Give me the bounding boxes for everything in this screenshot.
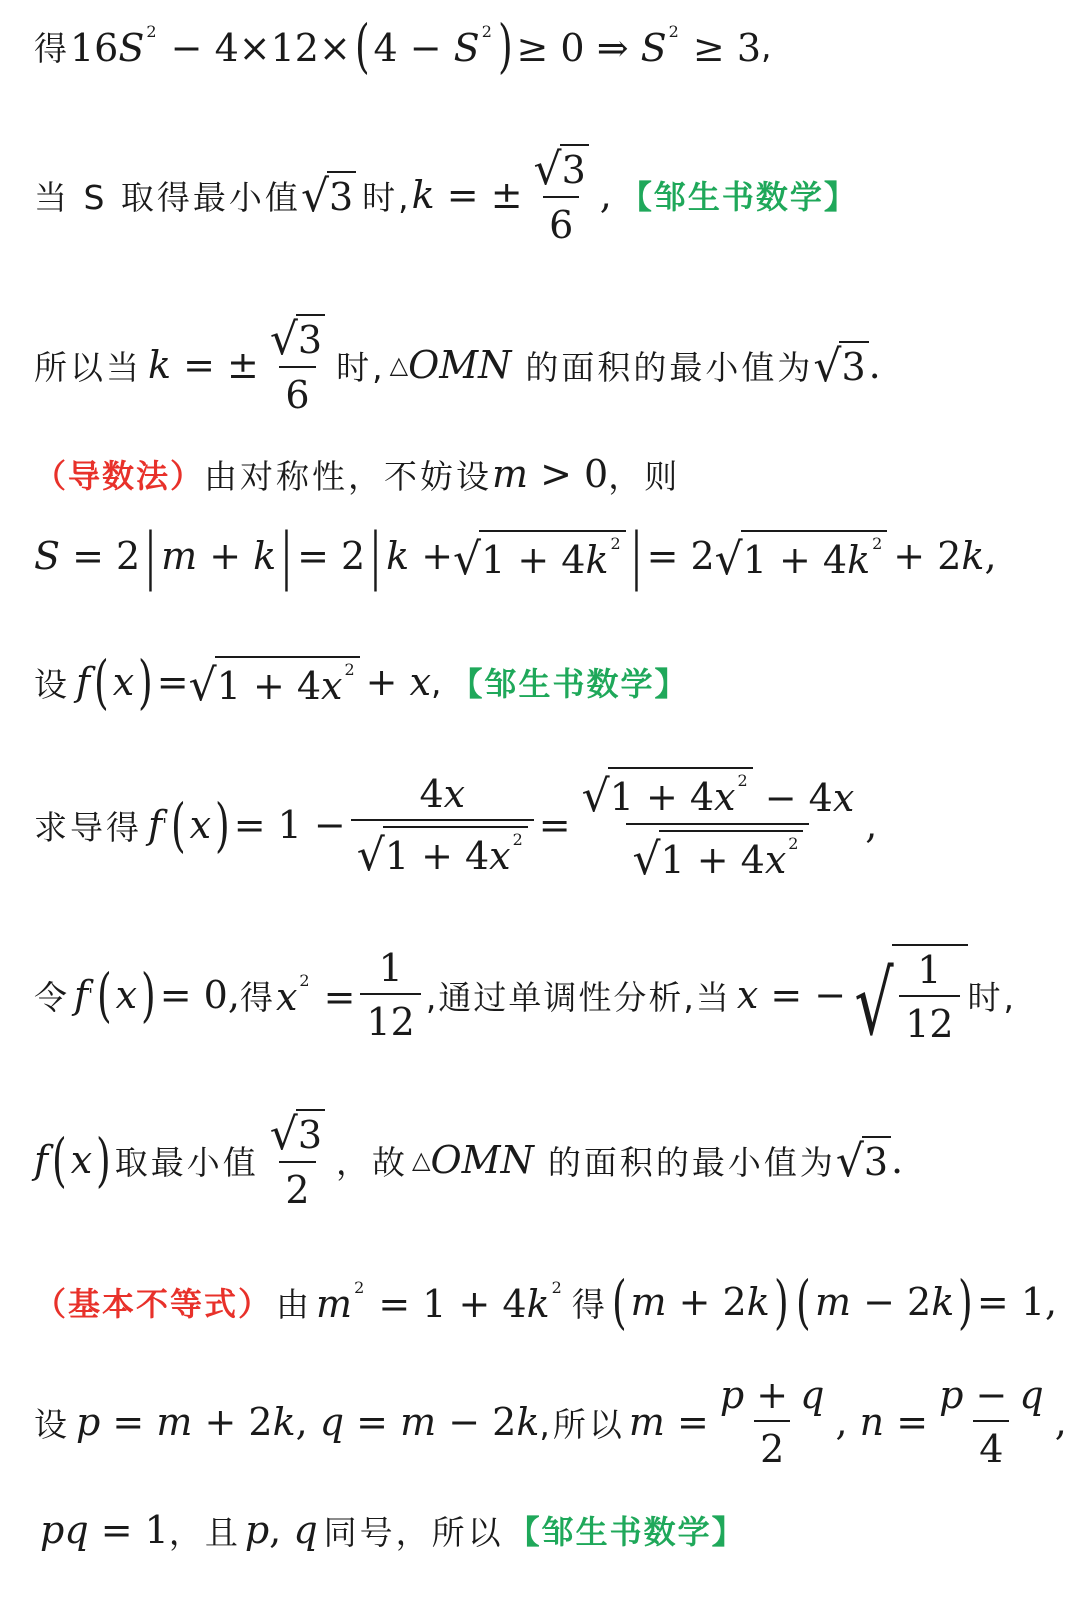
math: ): [141, 961, 156, 1029]
math: S = 2: [34, 534, 141, 578]
text: 时,: [336, 347, 386, 387]
math: m =: [628, 1400, 709, 1444]
math: (: [94, 648, 109, 716]
text: 的面积的最小值为: [525, 347, 814, 387]
equation-line-10: [34, 1270, 1057, 1334]
math: = 2: [646, 534, 715, 578]
math: $\frac{p + q}{2}$: [719, 1373, 825, 1471]
math: = 1 −: [233, 803, 346, 847]
math: f: [148, 803, 163, 847]
text: 令: [34, 977, 70, 1017]
math: √ 3 2: [264, 1109, 331, 1212]
math: (: [796, 1268, 812, 1336]
math: .: [891, 1138, 904, 1182]
math: ': [88, 984, 94, 1006]
method-heading: （基本不等式）: [34, 1285, 273, 1323]
equation-line-8: [34, 940, 1018, 1056]
math: =: [538, 803, 571, 847]
math: (: [52, 1126, 67, 1194]
math: △: [389, 351, 409, 379]
math: △: [412, 1146, 431, 1174]
math: m > 0: [492, 452, 609, 496]
text: 所以当: [34, 347, 142, 387]
math: |: [630, 519, 642, 592]
math: $\frac{1}{12}$: [360, 946, 420, 1044]
math: p, q: [244, 1508, 318, 1552]
math: √ 3: [836, 1136, 891, 1184]
math: ): [958, 1268, 973, 1336]
text: ，则: [608, 456, 681, 496]
math: =: [156, 660, 189, 704]
text: ,所以: [539, 1404, 625, 1444]
math: ,: [599, 173, 612, 217]
math: x: [70, 1138, 93, 1182]
math: m − 2k: [815, 1280, 955, 1324]
math: √ $\frac{1}{12}$: [846, 944, 967, 1046]
brand-tag: 【邹生书数学】: [507, 1513, 746, 1551]
equation-line-6: [34, 650, 689, 714]
math: ': [162, 814, 168, 836]
math: √ 3: [301, 171, 356, 219]
text: 取最小值: [114, 1142, 259, 1182]
equation-line-1: [34, 12, 775, 80]
math: |: [281, 519, 292, 592]
math: pq = 1: [40, 1508, 169, 1552]
math: √ 3 6: [528, 144, 595, 247]
math: x $^2$ =: [275, 971, 356, 1019]
text: 由对称性，不妨设: [204, 456, 493, 496]
math: (: [170, 791, 186, 859]
math: ): [215, 791, 230, 859]
text: 得: [34, 28, 70, 68]
math: f: [76, 660, 91, 704]
math: OMN: [430, 1138, 534, 1182]
text: 求导得: [34, 807, 142, 847]
equation-line-11: [34, 1372, 1067, 1472]
text: 由: [276, 1284, 313, 1324]
math: OMN: [408, 343, 512, 387]
equation-line-12: [34, 1500, 746, 1560]
math: (: [96, 961, 112, 1029]
math: 4x √ 1 + 4x $^2$: [351, 772, 534, 879]
math: m + k: [161, 534, 277, 578]
math: (: [611, 1268, 627, 1336]
text: 时,: [362, 177, 412, 217]
math: ): [773, 1268, 789, 1336]
text: ，且: [168, 1512, 241, 1552]
math: x: [189, 803, 212, 847]
math: $\frac{p - q}{4}$: [939, 1373, 1044, 1471]
math: f: [74, 973, 89, 1017]
math: k = ±: [148, 343, 259, 387]
equation-line-9: [34, 1110, 903, 1210]
math: √ 1 + 4k $^2$: [715, 530, 888, 582]
text: 时,: [967, 977, 1018, 1017]
math: k = ±: [411, 173, 523, 217]
math: √ 1 + 4x $^2$: [189, 656, 360, 708]
equation-line-3: [34, 313, 881, 417]
text: 设: [34, 664, 70, 704]
brand-tag: 【邹生书数学】: [619, 178, 858, 216]
text: ,通过单调性分析,当: [425, 977, 731, 1017]
math: √ 3 6: [264, 314, 331, 417]
math: .: [868, 343, 881, 387]
math: ≥ 0 ⇒ S $^2$ ≥ 3: [516, 22, 762, 70]
math: f: [34, 1138, 49, 1182]
math: 4 − S $^2$: [373, 22, 492, 70]
math: ,: [865, 803, 878, 847]
math: √ 1 + 4x $^2$ − 4x √ 1 + 4x $^2$: [576, 767, 861, 883]
equation-line-4: [34, 448, 680, 500]
math: ): [497, 12, 513, 80]
math: √ 1 + 4k $^2$: [453, 530, 626, 582]
math: (: [354, 12, 370, 80]
text: 同号，所以: [323, 1512, 504, 1552]
math: m + 2k: [630, 1280, 770, 1324]
math: 16S $^2$ − 4×12×: [70, 22, 351, 70]
method-heading: （导数法）: [34, 457, 205, 495]
math: , n =: [835, 1400, 929, 1444]
text: ,: [431, 662, 445, 702]
math: ): [138, 648, 153, 716]
math: x: [115, 973, 138, 1017]
math: p = m + 2k, q = m − 2k: [76, 1400, 540, 1444]
math: ): [96, 1126, 111, 1194]
math: = 1,: [976, 1280, 1058, 1324]
equation-line-7: [34, 770, 878, 885]
math: = 2: [297, 534, 366, 578]
equation-line-5: [34, 520, 997, 592]
equation-line-2: [34, 143, 858, 247]
math: k +: [386, 534, 454, 578]
math: |: [145, 519, 156, 592]
math: = 0,: [159, 973, 240, 1017]
math: |: [370, 519, 381, 592]
brand-tag: 【邹生书数学】: [450, 665, 689, 703]
text: 设: [34, 1404, 70, 1444]
text: 得: [571, 1284, 608, 1324]
text: 的面积的最小值为: [547, 1142, 836, 1182]
text: 得: [239, 977, 276, 1017]
math: ,: [1054, 1400, 1067, 1444]
text: ,: [761, 26, 775, 66]
text: ，故: [336, 1142, 409, 1182]
math: + x: [365, 660, 432, 704]
math: √ 3: [813, 341, 868, 389]
math: + 2k,: [893, 534, 997, 578]
math: m $^2$ = 1 + 4k $^2$: [316, 1278, 562, 1326]
math: x: [112, 660, 135, 704]
text: 当 S 取得最小值: [34, 177, 301, 217]
math: x = −: [736, 973, 847, 1017]
